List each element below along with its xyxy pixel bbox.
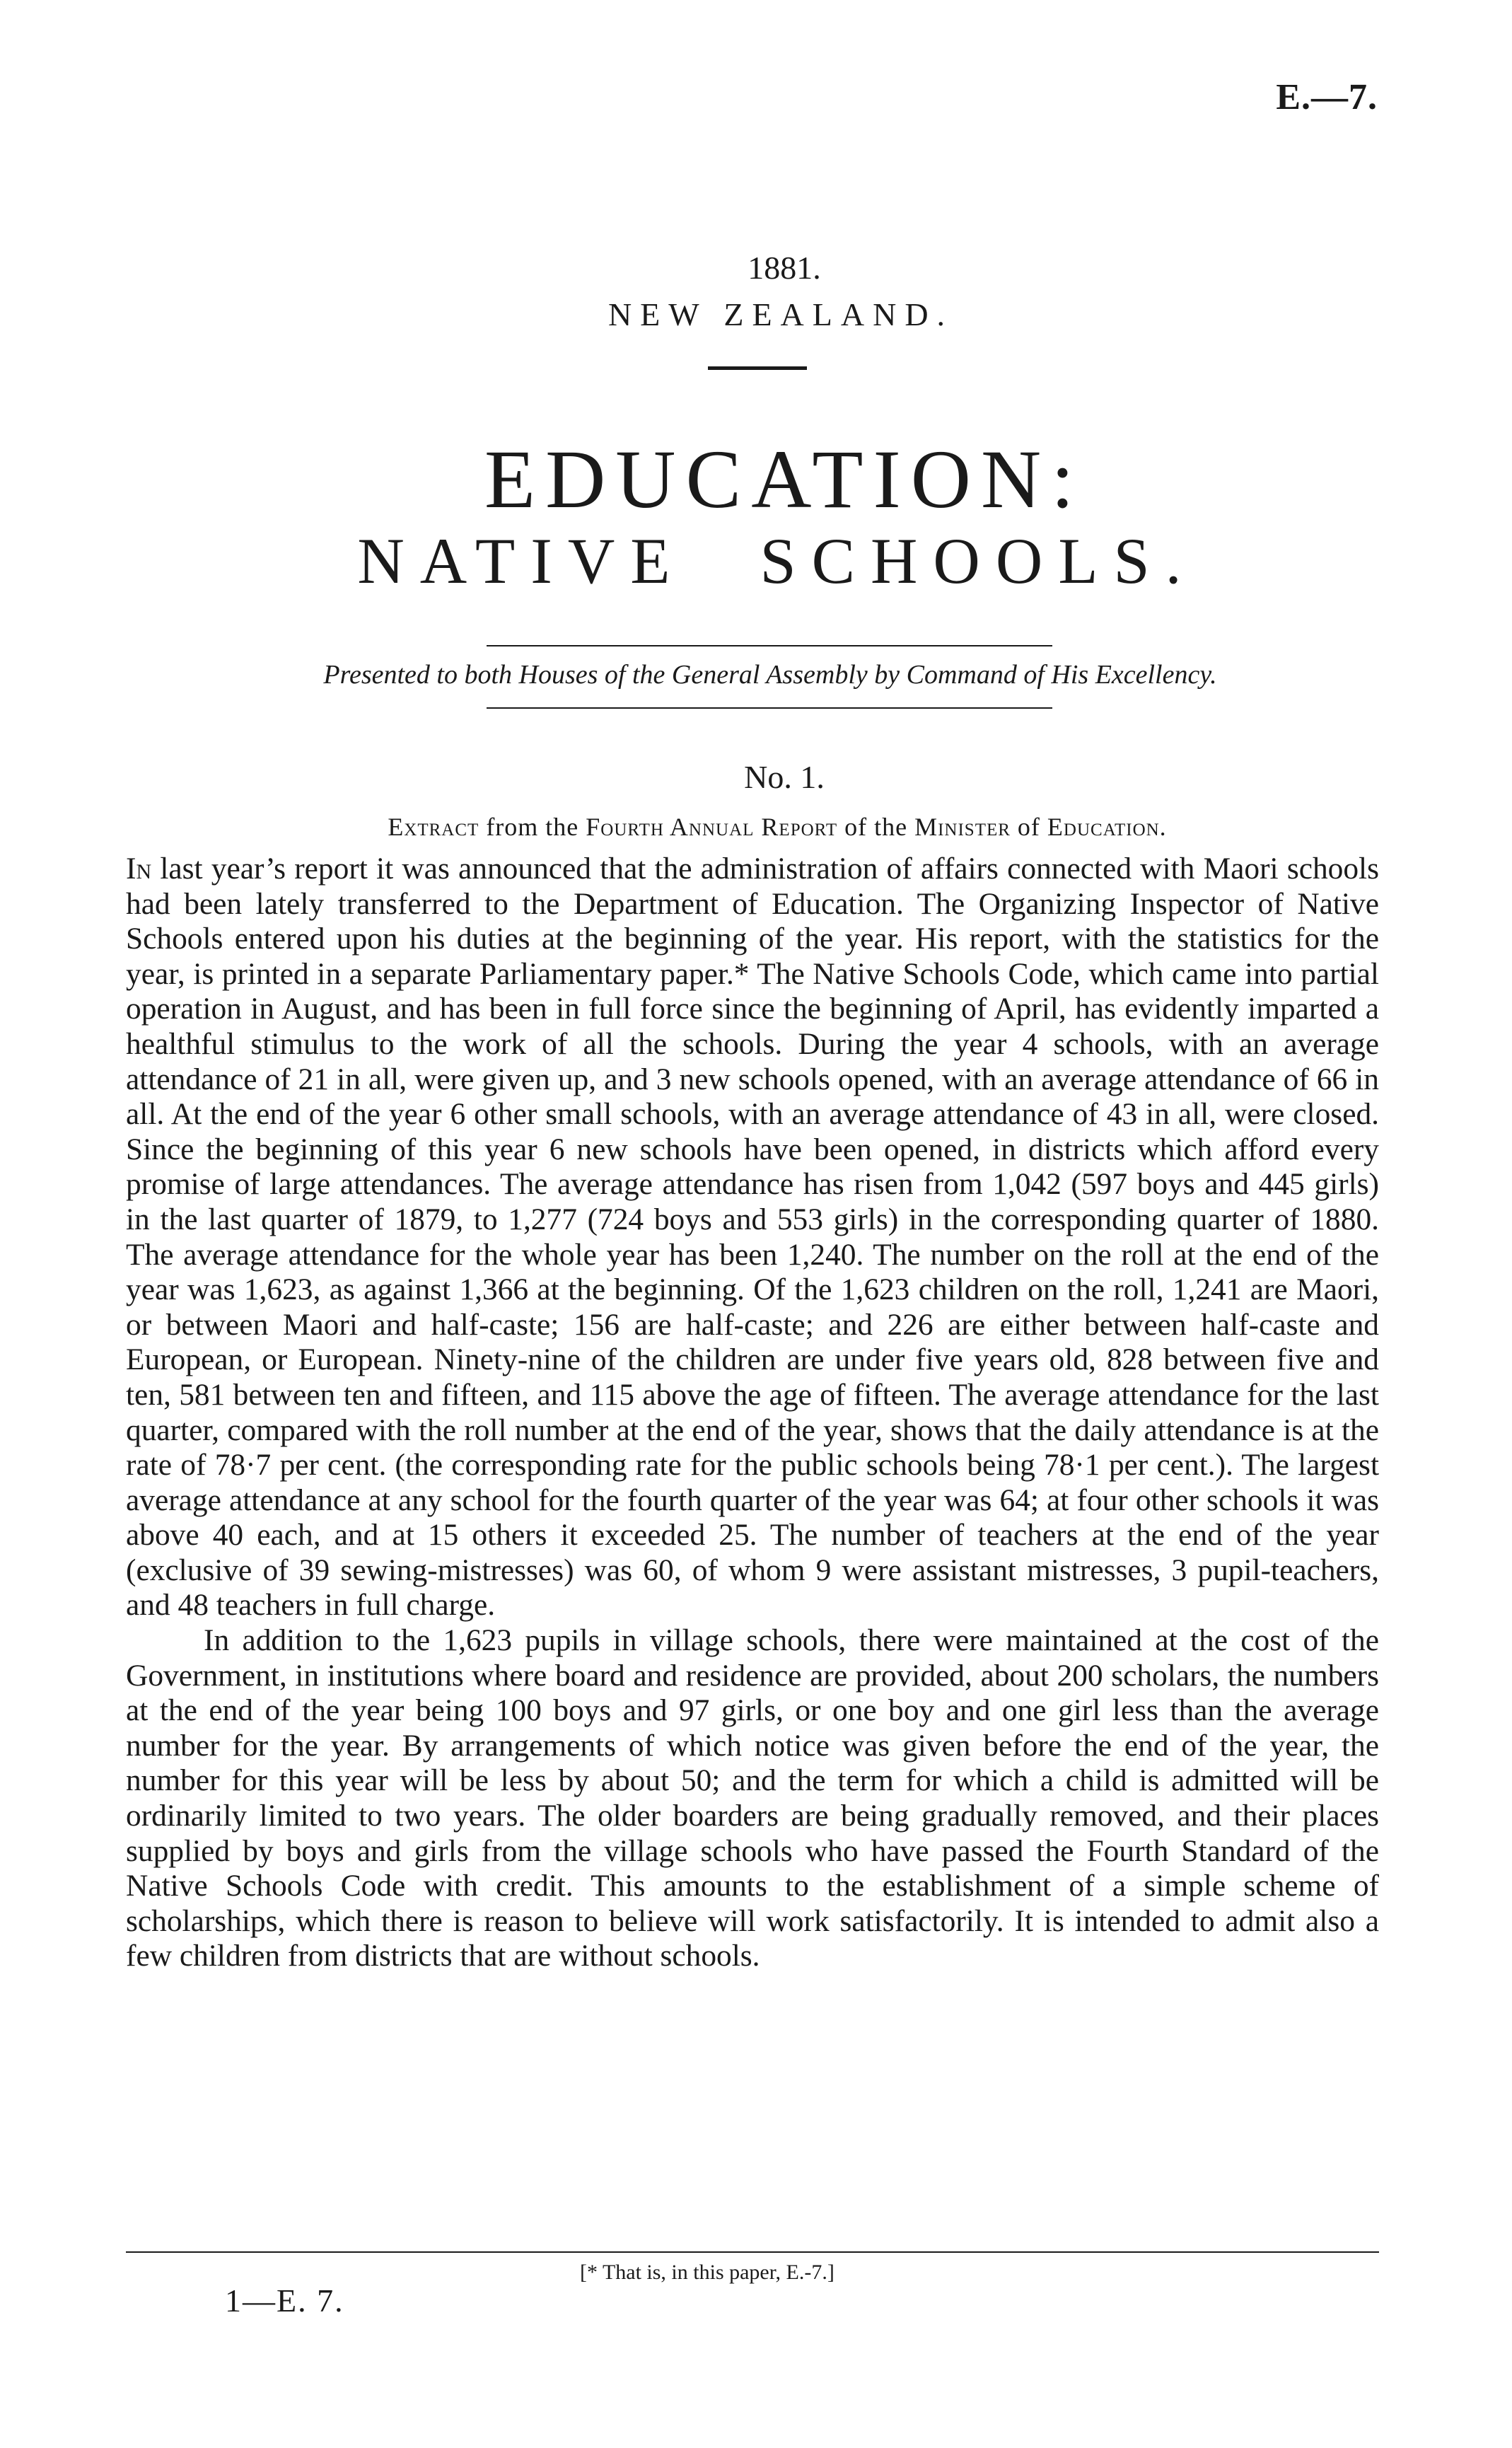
document-country: NEW ZEALAND.	[607, 296, 954, 332]
section-heading	[0, 812, 1512, 842]
extract-minister: Minister	[914, 813, 1011, 841]
page-signature: 1—E. 7.	[225, 2282, 344, 2319]
document-year: 1881.	[748, 250, 821, 286]
page-subtitle: NATIVE SCHOOLS.	[357, 525, 1197, 597]
paragraph-1-text: last year’s report it was announced that the administration of affairs connected with Maori schools had been lately transferred to the Department of Education. The Organizing Inspector of Native Schools entered upon his duties at the beginning of the year. His report, with the statistics for the year, is printed in a separate Parliamentary paper.* The Native Schools Code, which came into partial operation in August, and has been in full force since the beginning of April, has evidently imparted a healthful stimulus to the work of all the schools. During the year 4 schools, with an average attendance of 21 in all, were given up, and 3 new schools opened, with an average attendance of 66 in all. At the end of the year 6 other small schools, with an average attendance of 43 in all, were closed. Since the beginning of this year 6 new schools have been opened, in districts which afford every promise of large attendances. The average attendance has risen from 1,042 (597 boys and 445 girls) in the last quarter of 1879, to 1,277 (724 boys and 553 girls) in the corresponding quarter of 1880. The average attendance for the whole year has been 1,240. The number on the roll at the end of the year was 1,623, as against 1,366 at the beginning. Of the 1,623 children on the roll, 1,241 are Maori, or between Maori and half-caste; 156 are half-caste; and 226 are either between half-caste and European, or European. Ninety-nine of the children are under five years old, 828 between five and ten, 581 between ten and fifteen, and 115 above the age of fifteen. The average attendance for the last quarter, compared with the roll number at the end of the year, shows that the daily attendance is at the rate of 78·7 per cent. (the corresponding rate for the public schools being 78·1 per cent.). The largest average attendance at any school for the fourth quarter of the year was 64; at four other schools it was above 40 each, and at 15 others it exceeded 25. The number of teachers at the end of the year (exclusive of 39 sewing-mistresses) was 60, of whom 9 were assistant mistresses, 3 pupil-teachers, and 48 teachers in full charge.	[126, 852, 1379, 1623]
presented-rule-top	[487, 645, 1052, 646]
extract-education: Education.	[1047, 813, 1167, 841]
footnote-divider	[126, 2251, 1379, 2253]
header-divider	[708, 366, 807, 370]
section-number: No. 1.	[744, 759, 825, 795]
paragraph-2	[126, 1623, 1379, 1974]
extract-from: from the	[479, 813, 586, 841]
paragraph-1-lead: In	[126, 852, 152, 886]
footnote: [* That is, in this paper, E.-7.]	[580, 2261, 834, 2284]
extract-report: Fourth Annual Report	[586, 813, 838, 841]
presented-rule-bottom	[487, 707, 1052, 709]
document-reference: E.—7.	[1276, 77, 1378, 117]
paragraph-2-text: In addition to the 1,623 pupils in village schools, there were maintained at the cost of the Government, in institutions where board and residence are provided, about 200 scholars, the numbers at the end of the year being 100 boys and 97 girls, or one boy and one girl less than the average number for the year. By arrangements of which notice was given before the end of the year, the number for this year will be less by about 50; and the term for which a child is admitted will be ordinarily limited to two years. The older boarders are being gradually removed, and their places supplied by boys and girls from the village schools who have passed the Fourth Standard of the Native Schools Code with credit. This amounts to the establishment of a simple scheme of scholarships, which there is reason to believe will work satisfactorily. It is intended to admit also a few children from districts that are without schools.	[126, 1623, 1379, 1973]
body-text	[126, 852, 1379, 1974]
extract-word: Extract	[388, 813, 479, 841]
page-title: EDUCATION:	[484, 433, 1084, 526]
presented-statement: Presented to both Houses of the General Assembly by Command of His Excellency.	[323, 660, 1217, 690]
extract-of-2: of	[1010, 813, 1047, 841]
paragraph-1	[126, 852, 1379, 1623]
extract-of: of the	[837, 813, 915, 841]
